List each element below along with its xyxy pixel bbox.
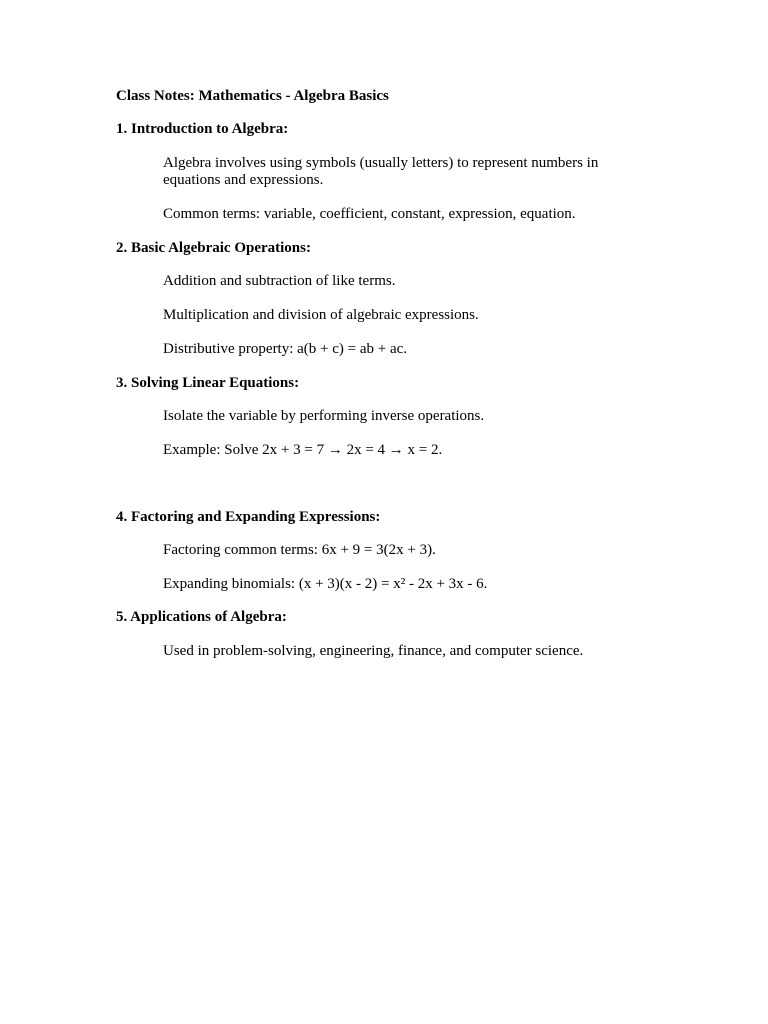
section-heading-linear-equations: 3. Solving Linear Equations: — [116, 375, 300, 391]
section-heading-introduction: 1. Introduction to Algebra: — [116, 121, 289, 137]
paragraph-linear-example: Example: Solve 2x + 3 = 7 → 2x = 4 → x = 2. — [163, 442, 443, 458]
paragraph-inverse-operations: Isolate the variable by performing inverse operations. — [163, 408, 485, 424]
section-heading-factoring: 4. Factoring and Expanding Expressions: — [116, 509, 381, 525]
paragraph-distributive-property: Distributive property: a(b + c) = ab + ac. — [163, 341, 408, 357]
paragraph-like-terms: Addition and subtraction of like terms. — [163, 273, 396, 289]
section-heading-operations: 2. Basic Algebraic Operations: — [116, 240, 311, 256]
section-heading-applications: 5. Applications of Algebra: — [116, 609, 287, 625]
paragraph-applications: Used in problem-solving, engineering, finance, and computer science. — [163, 643, 584, 659]
paragraph-factoring-common-terms: Factoring common terms: 6x + 9 = 3(2x + 3). — [163, 542, 436, 558]
paragraph-expanding-binomials: Expanding binomials: (x + 3)(x - 2) = x² - 2x + 3x - 6. — [163, 576, 488, 592]
paragraph-common-terms: Common terms: variable, coefficient, constant, expression, equation. — [163, 206, 576, 222]
document-title: Class Notes: Mathematics - Algebra Basics — [116, 88, 389, 104]
paragraph-multiplication-division: Multiplication and division of algebraic expressions. — [163, 307, 479, 323]
paragraph-algebra-definition: Algebra involves using symbols (usually letters) to represent numbers in equations and expressions. — [163, 155, 599, 188]
